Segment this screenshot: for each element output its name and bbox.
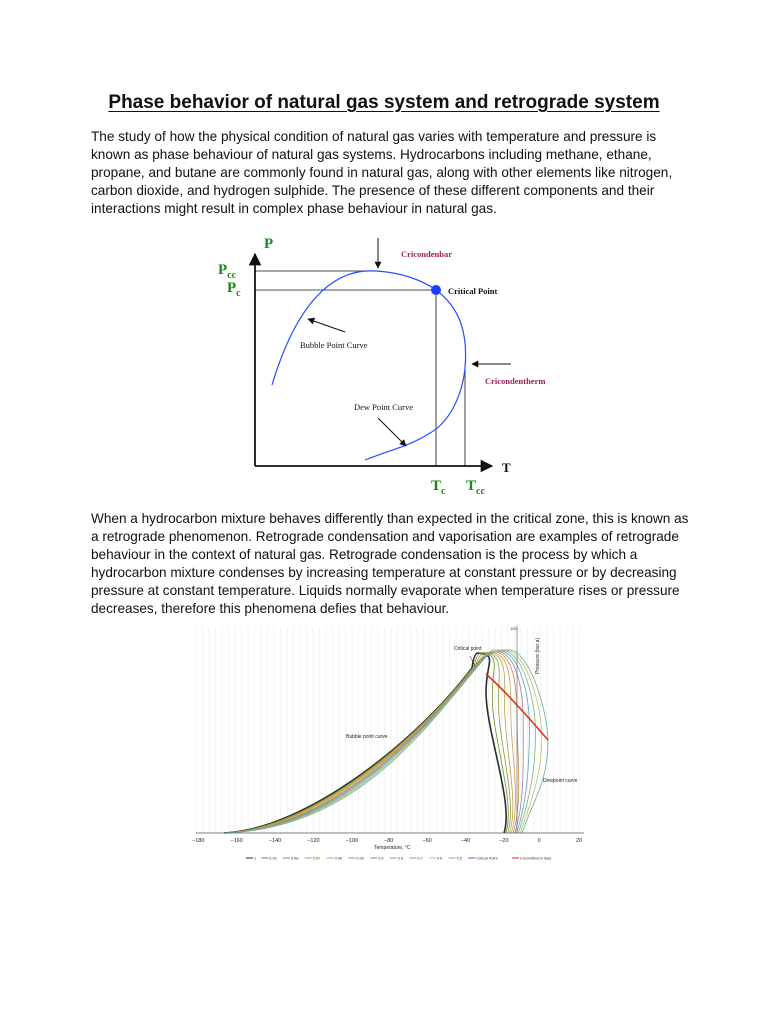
- legend-item: [348, 857, 363, 861]
- legend-item: [370, 857, 383, 861]
- label-tc: $T_c$: [431, 478, 446, 497]
- legend-label: 0.95: [356, 856, 364, 861]
- x-tick-label: −20: [499, 838, 509, 844]
- label-pcc: $P_{cc}$: [218, 262, 237, 281]
- x-tick-label: −120: [307, 838, 320, 844]
- envelope-curve: [224, 652, 510, 833]
- y-top-tick: 100: [510, 626, 517, 631]
- envelope-curve: [224, 651, 536, 833]
- envelope-curve: [224, 651, 529, 833]
- phase-envelopes-chart: [186, 622, 596, 870]
- x-tick-label: −100: [345, 838, 358, 844]
- legend-label: 0.97: [312, 856, 321, 861]
- legend-label: 0.8: [397, 856, 404, 861]
- label-pc: $P_c$: [227, 280, 241, 299]
- cricondentherm-label: Cricondentherm: [485, 376, 546, 386]
- critical-point-marker: [431, 285, 441, 295]
- y-axis-label: Pressure (bar a): [535, 637, 541, 674]
- cricondenbar-label: Cricondenbar: [401, 249, 452, 259]
- x-tick-label: −80: [384, 838, 394, 844]
- legend-item: [468, 857, 498, 861]
- envelope-curve: [224, 651, 523, 833]
- legend-label: 0.5: [456, 856, 462, 861]
- envelope-curves: [224, 650, 548, 833]
- critical-point-label: Critical point: [454, 646, 482, 652]
- legend-label: 0.7: [417, 856, 423, 861]
- legend-label: Cricondtherm data: [520, 856, 552, 861]
- legend-label: 0.96: [334, 856, 342, 861]
- retrograde-paragraph: When a hydrocarbon mixture behaves differently than expected in the critical zone, this is known as a retrograde phenomenon. Retrograde condensation and vaporisation are examples of retrograde behaviour in the context of natural gas. Retrograde condensation is the process by which a hydrocarbon mixture condenses by increasing temperature at constant pressure or by decreasing pressure at constant temperature. Liquids normally evaporate when temperature rises or pressure decreases, therefore this phenomena defies that behaviour.: [91, 511, 689, 616]
- legend-item: [246, 857, 256, 861]
- bubble-point-curve: [272, 271, 436, 385]
- dew-point-label: Dew Point Curve: [354, 402, 414, 412]
- legend-label: 0.99: [269, 856, 277, 861]
- x-tick-label: −160: [230, 838, 243, 844]
- legend-item: [327, 857, 342, 861]
- bubble-point-arrow: [308, 319, 345, 332]
- dew-point-arrow: [378, 418, 406, 446]
- dew-point-curve: [365, 290, 466, 460]
- legend-item: [305, 857, 320, 861]
- x-tick-label: 0: [537, 838, 541, 844]
- bubble-point-label: Bubble point curve: [346, 734, 388, 740]
- x-axis-label: Temperature, °C: [374, 845, 411, 851]
- x-tick-label: −40: [460, 838, 471, 844]
- dewpoint-label: Dewpoint curve: [543, 778, 578, 784]
- chart-legend: [246, 857, 552, 861]
- phase-envelope-diagram: [210, 228, 546, 498]
- x-tick-label: −180: [192, 838, 205, 844]
- x-tick-label: −60: [422, 838, 432, 844]
- x-tick-label: 20: [576, 838, 583, 844]
- legend-label: 0.9: [378, 856, 384, 861]
- legend-item: [449, 857, 462, 861]
- legend-item: [409, 857, 422, 861]
- legend-item: [261, 857, 276, 861]
- legend-item: [429, 857, 442, 861]
- legend-item: [283, 857, 298, 861]
- label-tcc: $T_{cc}$: [466, 478, 485, 497]
- page-title: Phase behavior of natural gas system and retrograde system: [108, 92, 660, 113]
- critical-point-label: Critical Point: [448, 286, 498, 296]
- legend-label: 0.98: [291, 856, 299, 861]
- legend-item: [512, 857, 552, 861]
- legend-item: [390, 857, 403, 861]
- bubble-point-label: Bubble Point Curve: [300, 340, 368, 350]
- legend-label: 0.6: [437, 856, 443, 861]
- axis-label-t: T: [502, 460, 511, 475]
- axis-label-p: P: [264, 236, 274, 252]
- x-tick-labels: [192, 838, 582, 844]
- legend-label: 1: [254, 856, 257, 861]
- x-tick-label: −140: [268, 838, 282, 844]
- legend-label: Critical Point: [476, 856, 498, 861]
- intro-paragraph: The study of how the physical condition of natural gas varies with temperature and pressure is known as phase behaviour of natural gas systems. Hydrocarbons including methane, ethane, propane, and butane are commonly found in natural gas, along with other elements like nitrogen, carbon dioxide, and hydrogen sulphide. The presence of these different components and their interactions might result in complex phase behaviour in natural gas.: [91, 129, 673, 216]
